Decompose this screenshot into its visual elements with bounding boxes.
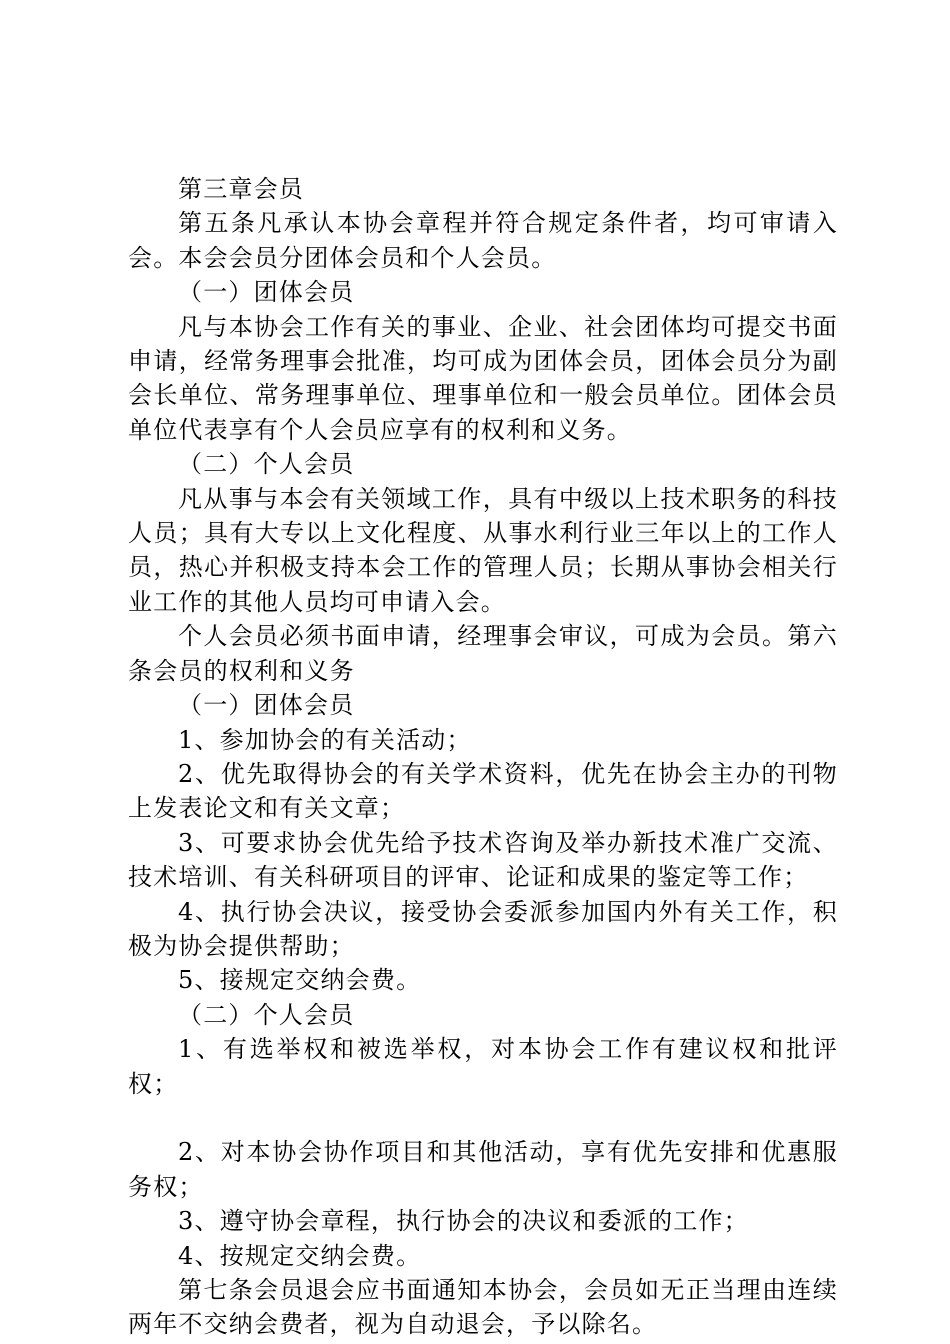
list-item: 3、遵守协会章程，执行协会的决议和委派的工作； [178, 1207, 749, 1236]
subsection-group-members: （一）团体会员 [178, 691, 355, 720]
chapter-heading: 第三章会员 [178, 175, 304, 203]
list-item: 5、接规定交纳会费。 [178, 966, 422, 995]
document-body [128, 172, 838, 1342]
list-item: 2、对本协会协作项目和其他活动，享有优先安排和优惠服务权； [128, 1138, 838, 1201]
individual-members-paragraph: 凡从事与本会有关领域工作，具有中级以上技术职务的科技人员；具有大专以上文化程度、从事水利行业三年以上的工作人员，热心并积极支持本会工作的管理人员；长期从事协会相关行业工作的其他人员均可申请入会。 [128, 484, 838, 616]
list-item: 4、执行协会决议，接受协会委派参加国内外有关工作，积极为协会提供帮助； [128, 897, 838, 960]
blank-line [128, 1101, 838, 1135]
article-7: 第七条会员退会应书面通知本协会，会员如无正当理由连续两年不交纳会费者，视为自动退会，予以除名。 [128, 1275, 838, 1339]
section-group-members: （一）团体会员 [178, 278, 355, 307]
list-item: 1、有选举权和被选举权，对本协会工作有建议权和批评权； [128, 1035, 838, 1098]
list-item: 4、按规定交纳会费。 [178, 1241, 422, 1270]
section-individual-members: （二）个人会员 [178, 450, 355, 479]
subsection-individual-members: （二）个人会员 [178, 1000, 355, 1029]
list-item: 2、优先取得协会的有关学术资料，优先在协会主办的刊物上发表论文和有关文章； [128, 759, 838, 823]
article-5: 第五条凡承认本协会章程并符合规定条件者，均可审请入会。本会会员分团体会员和个人会员。 [128, 209, 838, 272]
list-item: 3、可要求协会优先给予技术咨询及举办新技术准广交流、技术培训、有关科研项目的评审、论证和成果的鉴定等工作； [128, 828, 838, 892]
list-item: 1、参加协会的有关活动； [178, 725, 472, 754]
group-members-paragraph: 凡与本协会工作有关的事业、企业、社会团体均可提交书面申请，经常务理事会批准，均可成为团体会员，团体会员分为副会长单位、常务理事单位、理事单位和一般会员单位。团体会员单位代表享有个人会员应享有的权利和义务。 [128, 312, 838, 444]
article-6-intro: 个人会员必须书面申请，经理事会审议，可成为会员。第六条会员的权利和义务 [128, 622, 838, 685]
